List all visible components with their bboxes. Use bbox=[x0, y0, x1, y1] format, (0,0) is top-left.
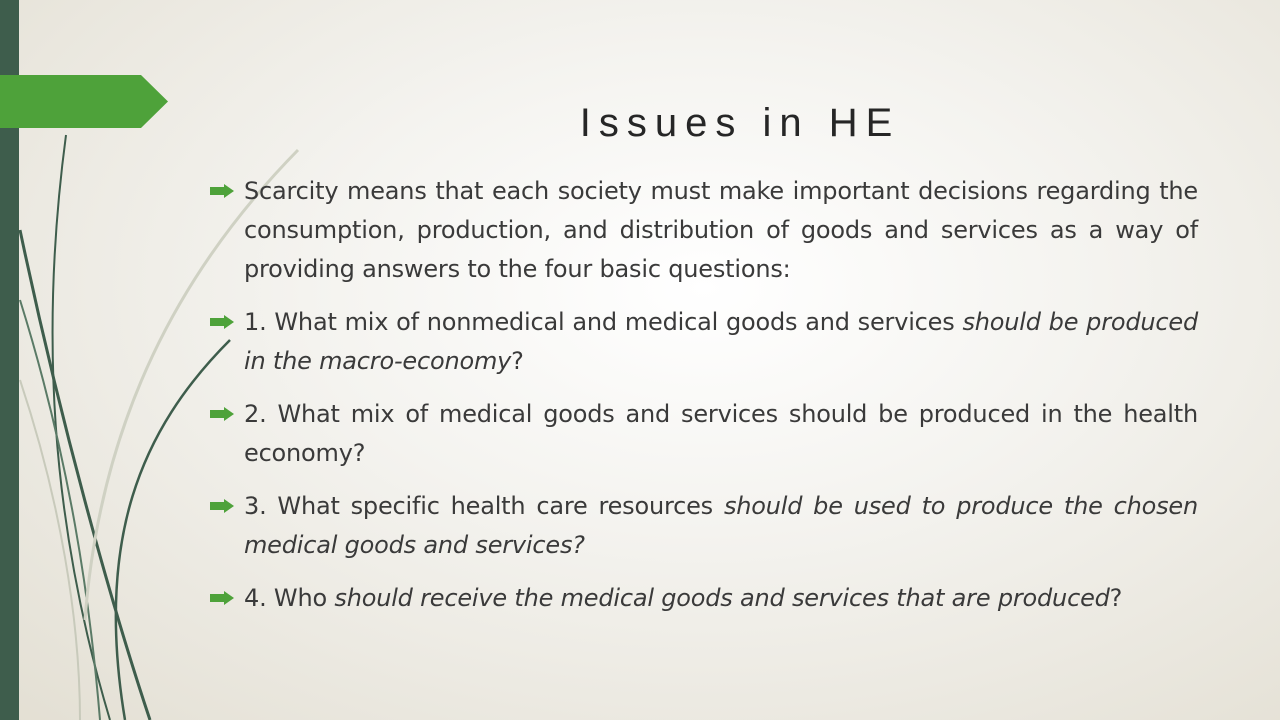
arrow-right-icon bbox=[210, 407, 234, 421]
arrow-right-icon bbox=[210, 499, 234, 513]
bullet-item bbox=[210, 303, 1198, 381]
bullet-item bbox=[210, 579, 1198, 618]
text-run: 3. What specific health care resources bbox=[244, 492, 724, 520]
bullet-text bbox=[244, 584, 1122, 612]
arrow-right-icon bbox=[210, 184, 234, 198]
title-accent-arrow bbox=[0, 75, 168, 128]
slide-title: Issues in HE bbox=[579, 100, 901, 145]
bullet-list bbox=[210, 172, 1198, 632]
text-run: ? bbox=[511, 347, 524, 375]
bullet-item bbox=[210, 395, 1198, 473]
bullet-item bbox=[210, 172, 1198, 289]
bullet-text bbox=[244, 177, 1198, 283]
arrow-right-icon bbox=[210, 315, 234, 329]
emphasis-text: should be used to produce the chosen medical goods and services? bbox=[244, 492, 1199, 559]
text-run: Scarcity means that each society must make important decisions regarding the consumption, production, and distribution of goods and services as a way of providing answers to the four basic questions: bbox=[244, 177, 1198, 283]
arrow-right-icon bbox=[210, 591, 234, 605]
emphasis-text: should be produced in the macro-economy bbox=[244, 308, 1198, 375]
text-run: 4. Who bbox=[244, 584, 335, 612]
emphasis-text: should receive the medical goods and services that are produced bbox=[334, 584, 1110, 612]
bullet-item bbox=[210, 487, 1198, 565]
bullet-text bbox=[244, 492, 1198, 559]
bullet-text bbox=[244, 308, 1198, 375]
bullet-text bbox=[244, 400, 1198, 467]
text-run: ? bbox=[1109, 584, 1123, 612]
text-run: 1. What mix of nonmedical and medical goods and services bbox=[244, 308, 963, 336]
text-run: 2. What mix of medical goods and services should be produced in the health economy? bbox=[244, 400, 1198, 467]
